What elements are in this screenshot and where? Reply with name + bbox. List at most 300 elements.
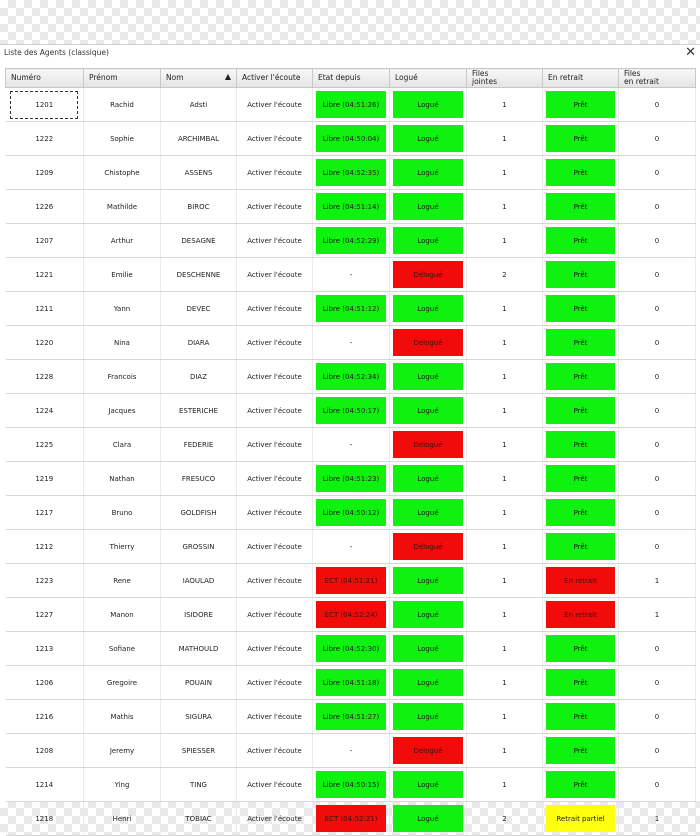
table-row[interactable] bbox=[6, 598, 696, 632]
cell-en-retrait-badge: Prêt bbox=[546, 771, 615, 798]
cell-logue bbox=[390, 360, 467, 394]
table-row[interactable] bbox=[6, 88, 696, 122]
table-row[interactable] bbox=[6, 224, 696, 258]
cell-en-retrait bbox=[543, 360, 619, 394]
cell-en-retrait bbox=[543, 496, 619, 530]
cell-logue bbox=[390, 394, 467, 428]
cell-en-retrait bbox=[543, 292, 619, 326]
cell-logue-badge: Logué bbox=[393, 805, 463, 832]
table-row[interactable] bbox=[6, 258, 696, 292]
cell-en-retrait bbox=[543, 122, 619, 156]
column-header-label: jointes bbox=[472, 77, 497, 86]
cell-logue-badge: Logué bbox=[393, 397, 463, 424]
cell-etat-depuis bbox=[313, 88, 390, 122]
cell-en-retrait-badge: Prêt bbox=[546, 227, 615, 254]
cell-en-retrait bbox=[543, 530, 619, 564]
cell-etat-depuis-badge: ECT (04:52:24) bbox=[316, 601, 386, 628]
cell-prenom-text: Sophie bbox=[110, 134, 134, 143]
cell-en-retrait-badge: Retrait partiel bbox=[546, 805, 615, 832]
cell-files-en-retrait-text: 0 bbox=[654, 134, 660, 143]
activer-ecoute-link[interactable]: Activer l'écoute bbox=[247, 236, 302, 245]
cell-nom-text: DESAGNE bbox=[181, 236, 216, 245]
cell-logue-badge: Logué bbox=[393, 125, 463, 152]
cell-files-jointes-text: 1 bbox=[502, 168, 507, 177]
cell-files-en-retrait bbox=[619, 564, 696, 598]
cell-files-en-retrait bbox=[619, 428, 696, 462]
activer-ecoute-link[interactable]: Activer l'écoute bbox=[247, 406, 302, 415]
cell-en-retrait-badge: Prêt bbox=[546, 703, 615, 730]
cell-etat-depuis-badge: Libre (04:50:12) bbox=[316, 499, 386, 526]
table-row[interactable] bbox=[6, 326, 696, 360]
cell-numero-text: 1221 bbox=[35, 270, 54, 279]
cell-files-jointes bbox=[467, 496, 543, 530]
cell-logue bbox=[390, 156, 467, 190]
cell-files-jointes bbox=[467, 802, 543, 836]
cell-nom bbox=[161, 156, 237, 190]
cell-files-jointes bbox=[467, 360, 543, 394]
cell-logue bbox=[390, 802, 467, 836]
sort-ascending-icon: ▲ bbox=[224, 72, 231, 81]
cell-files-jointes bbox=[467, 768, 543, 802]
cell-files-jointes-text: 1 bbox=[502, 678, 507, 687]
cell-activer-ecoute[interactable] bbox=[237, 700, 313, 734]
cell-files-jointes-text: 1 bbox=[502, 780, 507, 789]
cell-prenom-text: Chistophe bbox=[104, 168, 140, 177]
cell-files-jointes bbox=[467, 88, 543, 122]
cell-files-jointes-text: 1 bbox=[502, 100, 507, 109]
activer-ecoute-link[interactable]: Activer l'écoute bbox=[247, 100, 302, 109]
cell-etat-depuis bbox=[313, 666, 390, 700]
cell-prenom bbox=[84, 768, 161, 802]
cell-etat-depuis bbox=[313, 462, 390, 496]
cell-nom bbox=[161, 632, 237, 666]
column-header-nom[interactable] bbox=[161, 69, 237, 88]
cell-numero bbox=[6, 292, 84, 326]
cell-prenom bbox=[84, 496, 161, 530]
cell-en-retrait-badge: En retrait bbox=[546, 567, 615, 594]
table-row[interactable] bbox=[6, 666, 696, 700]
cell-logue bbox=[390, 88, 467, 122]
cell-logue bbox=[390, 666, 467, 700]
cell-etat-depuis bbox=[313, 224, 390, 258]
cell-prenom bbox=[84, 632, 161, 666]
cell-nom-text: TOBIAC bbox=[185, 814, 212, 823]
cell-en-retrait bbox=[543, 326, 619, 360]
cell-prenom bbox=[84, 700, 161, 734]
cell-en-retrait-badge: Prêt bbox=[546, 363, 615, 390]
cell-activer-ecoute[interactable] bbox=[237, 564, 313, 598]
cell-nom bbox=[161, 768, 237, 802]
cell-files-jointes-text: 1 bbox=[502, 134, 507, 143]
cell-numero-text: 1226 bbox=[35, 202, 54, 211]
cell-numero-text: 1214 bbox=[35, 780, 54, 789]
cell-prenom bbox=[84, 292, 161, 326]
cell-numero-text: 1223 bbox=[35, 576, 54, 585]
cell-activer-ecoute[interactable] bbox=[237, 122, 313, 156]
table-row[interactable] bbox=[6, 768, 696, 802]
cell-prenom-text: Francois bbox=[107, 372, 137, 381]
cell-files-jointes-text: 1 bbox=[502, 372, 507, 381]
column-header-label: Etat depuis bbox=[318, 73, 361, 82]
cell-logue bbox=[390, 224, 467, 258]
cell-logue-badge: Délogué bbox=[393, 533, 463, 560]
table-row[interactable] bbox=[6, 734, 696, 768]
cell-numero bbox=[6, 394, 84, 428]
activer-ecoute-link[interactable]: Activer l'écoute bbox=[247, 440, 302, 449]
cell-prenom-text: Henri bbox=[112, 814, 132, 823]
cell-logue bbox=[390, 768, 467, 802]
close-icon[interactable]: ✕ bbox=[685, 45, 696, 60]
activer-ecoute-link[interactable]: Activer l'écoute bbox=[247, 134, 302, 143]
cell-logue bbox=[390, 530, 467, 564]
cell-files-en-retrait bbox=[619, 394, 696, 428]
cell-etat-depuis bbox=[313, 564, 390, 598]
cell-etat-depuis-badge: Libre (04:51:26) bbox=[316, 91, 386, 118]
cell-activer-ecoute[interactable] bbox=[237, 462, 313, 496]
activer-ecoute-link[interactable]: Activer l'écoute bbox=[247, 746, 302, 755]
cell-numero-text: 1224 bbox=[35, 406, 54, 415]
column-header-label: Activer l'écoute bbox=[242, 73, 301, 82]
cell-logue-badge: Délogué bbox=[393, 737, 463, 764]
cell-en-retrait-badge: Prêt bbox=[546, 737, 615, 764]
table-row[interactable] bbox=[6, 360, 696, 394]
activer-ecoute-link[interactable]: Activer l'écoute bbox=[247, 168, 302, 177]
cell-files-en-retrait-text: 0 bbox=[654, 440, 660, 449]
cell-numero bbox=[6, 122, 84, 156]
cell-numero bbox=[6, 428, 84, 462]
cell-en-retrait-badge: Prêt bbox=[546, 261, 615, 288]
cell-logue-badge: Logué bbox=[393, 601, 463, 628]
cell-en-retrait bbox=[543, 802, 619, 836]
cell-numero-text: 1220 bbox=[35, 338, 54, 347]
cell-files-en-retrait-text: 0 bbox=[654, 202, 660, 211]
cell-etat-depuis-badge: Libre (04:50:17) bbox=[316, 397, 386, 424]
cell-nom bbox=[161, 496, 237, 530]
cell-numero-text: 1212 bbox=[35, 542, 54, 551]
cell-files-jointes-text: 1 bbox=[502, 610, 507, 619]
cell-files-en-retrait bbox=[619, 156, 696, 190]
cell-files-en-retrait bbox=[619, 700, 696, 734]
cell-files-en-retrait-text: 0 bbox=[654, 644, 660, 653]
cell-etat-depuis-badge: ECT (04:51:21) bbox=[316, 567, 386, 594]
cell-en-retrait bbox=[543, 462, 619, 496]
cell-files-en-retrait bbox=[619, 632, 696, 666]
cell-logue-badge: Délogué bbox=[393, 431, 463, 458]
cell-etat-depuis-badge: - bbox=[349, 338, 353, 347]
cell-prenom-text: Gregoire bbox=[106, 678, 138, 687]
cell-files-en-retrait bbox=[619, 190, 696, 224]
cell-etat-depuis bbox=[313, 190, 390, 224]
column-header-files-jointes[interactable] bbox=[467, 69, 543, 88]
activer-ecoute-link[interactable]: Activer l'écoute bbox=[247, 508, 302, 517]
cell-prenom-text: Rachid bbox=[110, 100, 134, 109]
cell-en-retrait bbox=[543, 190, 619, 224]
cell-numero-text: 1227 bbox=[35, 610, 54, 619]
cell-en-retrait-badge: Prêt bbox=[546, 329, 615, 356]
cell-activer-ecoute[interactable] bbox=[237, 258, 313, 292]
cell-en-retrait bbox=[543, 734, 619, 768]
cell-files-en-retrait bbox=[619, 598, 696, 632]
cell-files-jointes-text: 1 bbox=[502, 542, 507, 551]
activer-ecoute-link[interactable]: Activer l'écoute bbox=[247, 780, 302, 789]
cell-etat-depuis-badge: - bbox=[349, 542, 353, 551]
cell-nom bbox=[161, 428, 237, 462]
cell-prenom bbox=[84, 802, 161, 836]
cell-logue-badge: Logué bbox=[393, 635, 463, 662]
table-row[interactable] bbox=[6, 292, 696, 326]
table-row[interactable] bbox=[6, 428, 696, 462]
cell-nom bbox=[161, 394, 237, 428]
cell-logue-badge: Logué bbox=[393, 227, 463, 254]
cell-prenom bbox=[84, 258, 161, 292]
cell-prenom-text: Nina bbox=[114, 338, 130, 347]
cell-etat-depuis bbox=[313, 598, 390, 632]
activer-ecoute-link[interactable]: Activer l'écoute bbox=[247, 814, 302, 823]
cell-nom-text: ESTERICHE bbox=[178, 406, 219, 415]
cell-en-retrait bbox=[543, 428, 619, 462]
cell-activer-ecoute[interactable] bbox=[237, 666, 313, 700]
cell-files-en-retrait-text: 0 bbox=[654, 508, 660, 517]
cell-nom-text: DIAZ bbox=[189, 372, 208, 381]
cell-en-retrait-badge: Prêt bbox=[546, 533, 615, 560]
table-row[interactable] bbox=[6, 700, 696, 734]
cell-files-en-retrait-text: 0 bbox=[654, 474, 660, 483]
column-header-prenom[interactable] bbox=[84, 69, 161, 88]
cell-files-jointes bbox=[467, 122, 543, 156]
cell-activer-ecoute[interactable] bbox=[237, 496, 313, 530]
cell-activer-ecoute[interactable] bbox=[237, 598, 313, 632]
cell-logue-badge: Logué bbox=[393, 499, 463, 526]
cell-files-jointes bbox=[467, 564, 543, 598]
cell-prenom bbox=[84, 156, 161, 190]
cell-files-en-retrait bbox=[619, 258, 696, 292]
cell-etat-depuis-badge: Libre (04:50:15) bbox=[316, 771, 386, 798]
cell-en-retrait bbox=[543, 598, 619, 632]
cell-activer-ecoute[interactable] bbox=[237, 190, 313, 224]
table-row[interactable] bbox=[6, 632, 696, 666]
cell-etat-depuis-badge: ECT (04:52:21) bbox=[316, 805, 386, 832]
cell-activer-ecoute[interactable] bbox=[237, 734, 313, 768]
cell-numero-text: 1208 bbox=[35, 746, 54, 755]
cell-numero bbox=[6, 258, 84, 292]
cell-activer-ecoute[interactable] bbox=[237, 224, 313, 258]
cell-logue-badge: Logué bbox=[393, 159, 463, 186]
cell-files-en-retrait bbox=[619, 734, 696, 768]
cell-en-retrait-badge: Prêt bbox=[546, 125, 615, 152]
cell-prenom bbox=[84, 530, 161, 564]
cell-nom bbox=[161, 224, 237, 258]
cell-prenom-text: Manon bbox=[110, 610, 134, 619]
cell-logue bbox=[390, 632, 467, 666]
activer-ecoute-link[interactable]: Activer l'écoute bbox=[247, 678, 302, 687]
table-row[interactable] bbox=[6, 802, 696, 836]
cell-en-retrait-badge: Prêt bbox=[546, 91, 615, 118]
cell-files-jointes-text: 1 bbox=[502, 304, 507, 313]
cell-nom-text: ISIDORE bbox=[184, 610, 213, 619]
cell-etat-depuis-badge: Libre (04:51:18) bbox=[316, 669, 386, 696]
activer-ecoute-link[interactable]: Activer l'écoute bbox=[247, 610, 302, 619]
cell-files-en-retrait-text: 1 bbox=[654, 576, 660, 585]
cell-logue bbox=[390, 258, 467, 292]
table-row[interactable] bbox=[6, 530, 696, 564]
cell-files-jointes-text: 1 bbox=[502, 236, 507, 245]
title-bar bbox=[0, 45, 700, 63]
cell-prenom bbox=[84, 462, 161, 496]
cell-etat-depuis-badge: Libre (04:51:14) bbox=[316, 193, 386, 220]
cell-files-en-retrait-text: 0 bbox=[654, 168, 660, 177]
cell-prenom bbox=[84, 666, 161, 700]
cell-numero bbox=[6, 734, 84, 768]
cell-activer-ecoute[interactable] bbox=[237, 292, 313, 326]
cell-activer-ecoute[interactable] bbox=[237, 632, 313, 666]
cell-activer-ecoute[interactable] bbox=[237, 156, 313, 190]
cell-logue bbox=[390, 564, 467, 598]
cell-prenom-text: Jeremy bbox=[109, 746, 135, 755]
activer-ecoute-link[interactable]: Activer l'écoute bbox=[247, 474, 302, 483]
cell-nom-text: POUAIN bbox=[185, 678, 212, 687]
cell-en-retrait bbox=[543, 88, 619, 122]
cell-files-jointes bbox=[467, 156, 543, 190]
activer-ecoute-link[interactable]: Activer l'écoute bbox=[247, 542, 302, 551]
cell-etat-depuis bbox=[313, 734, 390, 768]
cell-etat-depuis-badge: Libre (04:52:35) bbox=[316, 159, 386, 186]
column-header-files-en-retrait[interactable] bbox=[619, 69, 696, 88]
cell-nom bbox=[161, 190, 237, 224]
cell-files-en-retrait bbox=[619, 326, 696, 360]
column-header-logue[interactable] bbox=[390, 69, 467, 88]
cell-logue bbox=[390, 190, 467, 224]
cell-nom bbox=[161, 598, 237, 632]
cell-nom bbox=[161, 88, 237, 122]
cell-files-jointes bbox=[467, 190, 543, 224]
cell-files-jointes bbox=[467, 428, 543, 462]
cell-logue-badge: Logué bbox=[393, 669, 463, 696]
cell-etat-depuis-badge: Libre (04:52:34) bbox=[316, 363, 386, 390]
cell-nom-text: DESCHENNE bbox=[176, 270, 221, 279]
cell-activer-ecoute[interactable] bbox=[237, 326, 313, 360]
activer-ecoute-link[interactable]: Activer l'écoute bbox=[247, 304, 302, 313]
table-row[interactable] bbox=[6, 462, 696, 496]
cell-files-en-retrait-text: 0 bbox=[654, 712, 660, 721]
cell-numero-text: 1225 bbox=[35, 440, 54, 449]
column-header-en-retrait[interactable] bbox=[543, 69, 619, 88]
cell-prenom-text: Rene bbox=[113, 576, 131, 585]
activer-ecoute-link[interactable]: Activer l'écoute bbox=[247, 338, 302, 347]
cell-nom bbox=[161, 292, 237, 326]
cell-files-jointes bbox=[467, 598, 543, 632]
cell-files-jointes-text: 1 bbox=[502, 746, 507, 755]
cell-activer-ecoute[interactable] bbox=[237, 768, 313, 802]
cell-numero bbox=[6, 632, 84, 666]
activer-ecoute-link[interactable]: Activer l'écoute bbox=[247, 576, 302, 585]
cell-nom-text: SPIESSER bbox=[181, 746, 216, 755]
cell-activer-ecoute[interactable] bbox=[237, 428, 313, 462]
table-row[interactable] bbox=[6, 496, 696, 530]
cell-etat-depuis bbox=[313, 428, 390, 462]
cell-prenom-text: Jacques bbox=[108, 406, 136, 415]
cell-files-en-retrait bbox=[619, 802, 696, 836]
cell-numero bbox=[6, 666, 84, 700]
cell-numero-text: 1218 bbox=[35, 814, 54, 823]
cell-numero bbox=[6, 190, 84, 224]
cell-prenom-text: Emilie bbox=[111, 270, 133, 279]
cell-numero-text: 1219 bbox=[35, 474, 54, 483]
cell-prenom-text: Mathis bbox=[110, 712, 134, 721]
column-header-activer-ecoute[interactable] bbox=[237, 69, 313, 88]
cell-en-retrait-badge: Prêt bbox=[546, 431, 615, 458]
cell-nom-text: MATHOULD bbox=[178, 644, 219, 653]
table-row[interactable] bbox=[6, 122, 696, 156]
cell-numero-text: 1213 bbox=[35, 644, 54, 653]
cell-activer-ecoute[interactable] bbox=[237, 530, 313, 564]
cell-files-jointes-text: 1 bbox=[502, 644, 507, 653]
cell-activer-ecoute[interactable] bbox=[237, 88, 313, 122]
cell-activer-ecoute[interactable] bbox=[237, 360, 313, 394]
activer-ecoute-link[interactable]: Activer l'écoute bbox=[247, 644, 302, 653]
cell-numero bbox=[6, 768, 84, 802]
cell-files-en-retrait bbox=[619, 768, 696, 802]
cell-nom-text: SIGURA bbox=[185, 712, 212, 721]
cell-logue-badge: Logué bbox=[393, 465, 463, 492]
table-header-row bbox=[6, 69, 696, 88]
cell-nom bbox=[161, 734, 237, 768]
column-header-etat-depuis[interactable] bbox=[313, 69, 390, 88]
cell-logue bbox=[390, 496, 467, 530]
cell-prenom-text: Yann bbox=[113, 304, 131, 313]
cell-etat-depuis bbox=[313, 700, 390, 734]
activer-ecoute-link[interactable]: Activer l'écoute bbox=[247, 712, 302, 721]
agent-table bbox=[5, 68, 696, 836]
cell-activer-ecoute[interactable] bbox=[237, 394, 313, 428]
cell-files-jointes-text: 1 bbox=[502, 576, 507, 585]
column-header-numero[interactable] bbox=[6, 69, 84, 88]
activer-ecoute-link[interactable]: Activer l'écoute bbox=[247, 372, 302, 381]
column-header-label: Prénom bbox=[89, 73, 118, 82]
cell-prenom bbox=[84, 394, 161, 428]
table-row[interactable] bbox=[6, 156, 696, 190]
table-row[interactable] bbox=[6, 564, 696, 598]
activer-ecoute-link[interactable]: Activer l'écoute bbox=[247, 270, 302, 279]
cell-files-jointes-text: 2 bbox=[502, 814, 507, 823]
cell-etat-depuis-badge: - bbox=[349, 746, 353, 755]
cell-files-en-retrait bbox=[619, 88, 696, 122]
cell-nom-text: GOLDFISH bbox=[180, 508, 217, 517]
cell-prenom bbox=[84, 360, 161, 394]
cell-files-jointes-text: 1 bbox=[502, 338, 507, 347]
cell-files-jointes bbox=[467, 734, 543, 768]
cell-numero bbox=[6, 700, 84, 734]
cell-logue-badge: Logué bbox=[393, 295, 463, 322]
column-header-label: Files bbox=[472, 69, 489, 78]
cell-files-en-retrait-text: 0 bbox=[654, 406, 660, 415]
cell-etat-depuis-badge: Libre (04:52:30) bbox=[316, 635, 386, 662]
cell-nom-text: FRESUCO bbox=[181, 474, 216, 483]
cell-en-retrait-badge: Prêt bbox=[546, 295, 615, 322]
cell-etat-depuis bbox=[313, 394, 390, 428]
cell-activer-ecoute[interactable] bbox=[237, 802, 313, 836]
cell-logue bbox=[390, 292, 467, 326]
table-row[interactable] bbox=[6, 190, 696, 224]
cell-nom-text: Adsti bbox=[189, 100, 208, 109]
cell-files-en-retrait-text: 0 bbox=[654, 678, 660, 687]
window-title: Liste des Agents (classique) bbox=[4, 48, 109, 57]
table-row[interactable] bbox=[6, 394, 696, 428]
cell-en-retrait-badge: Prêt bbox=[546, 193, 615, 220]
cell-numero bbox=[6, 496, 84, 530]
cell-en-retrait-badge: Prêt bbox=[546, 635, 615, 662]
activer-ecoute-link[interactable]: Activer l'écoute bbox=[247, 202, 302, 211]
cell-logue-badge: Délogué bbox=[393, 261, 463, 288]
